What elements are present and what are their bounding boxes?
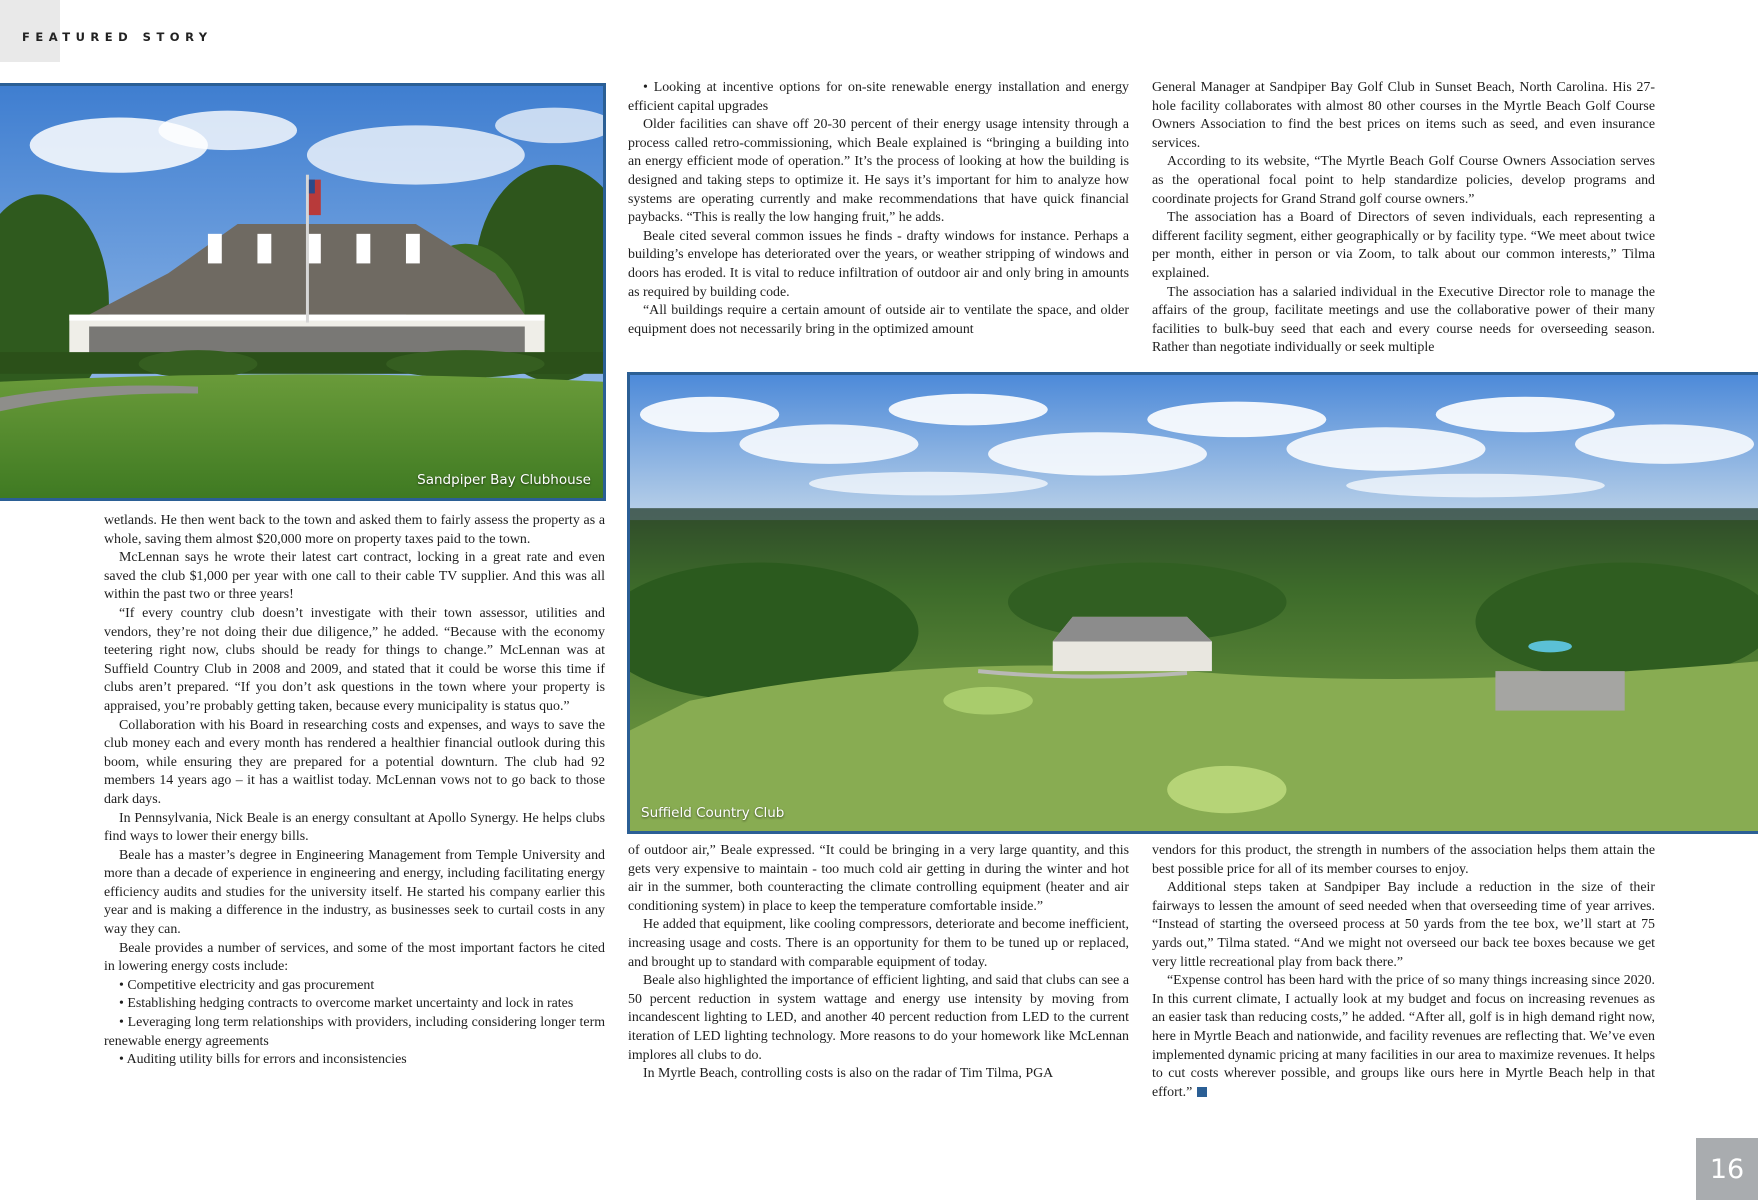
paragraph: Beale also highlighted the importance of efficient lighting, and said that clubs can see a 50 percent reduction in system wattage and energy use intensity by moving from incandescent lighting to LED, and another 40 percent reduction from LED to the current iteration of LED lighting technology. More reasons to do your homework like McLennan implores all clubs to do. bbox=[628, 973, 1129, 1063]
aerial-photo bbox=[627, 372, 1758, 834]
paragraph: According to its website, “The Myrtle Beach Golf Course Owners Association serves as the operational focal point to help standardize policies, develop programs and coordinate projects for Grand Strand golf course owners.” bbox=[1152, 154, 1655, 207]
closing-text: “Expense control has been hard with the price of so many things increasing since 2020. In this current climate, I actually look at my budget and focus on increasing revenues as an easier task than reducing costs,” he added. “After all, golf is in high demand right now, here in Myrtle Beach and nationwide, and facility revenues are reflecting that. We’ve even implemented dynamic pricing at many facilities in our area to maximize revenues. It helps to cut costs wherever possible, and groups like ours here in Myrtle Beach help in that effort.” bbox=[1152, 973, 1655, 1100]
paragraph: Beale has a master’s degree in Engineering Management from Temple University and more than a decade of experience in engineering and energy, including facilitating energy efficiency audits and studies for the university itself. He started his company earlier this year and is making a difference in the industry, as businesses seek to curtail costs in any way they can. bbox=[104, 847, 605, 938]
paragraph: McLennan says he wrote their latest cart contract, locking in a great rate and even saved the club $1,000 per year with one call to their cable TV supplier. And this was all within the past two or three years! bbox=[104, 550, 605, 603]
paragraph: Collaboration with his Board in researching costs and expenses, and ways to save the club money each and every month has rendered a healthier financial outlook during this boom, while ensuring they are prepared for a potential downturn. The club had 92 members 14 years ago – it has a waitlist today. McLennan vows not to go back to those dark days. bbox=[104, 717, 605, 807]
page-number: 16 bbox=[1696, 1138, 1758, 1200]
paragraph: of outdoor air,” Beale expressed. “It could be bringing in a very large quantity, and this gets very expensive to maintain - too much cold air getting in during the winter and hot air in the summer, both counteracting the climate controlling equipment (heater and air conditioning system) in place to keep the temperature comfortable inside.” bbox=[628, 843, 1129, 914]
paragraph bbox=[1152, 972, 1655, 1102]
bullet-item: • Competitive electricity and gas procurement bbox=[119, 977, 375, 993]
aerial-illustration bbox=[630, 375, 1758, 831]
paragraph: “If every country club doesn’t investigate with their town assessor, utilities and vendors, they’re not doing their due diligence,” he added. “Because with the economy teetering right now, clubs should be ready for things to change.” McLennan was at Suffield Country Club in 2008 and 2009, and stated that it could be worse this time if clubs aren’t prepared. “If you don’t ask questions in the town where your property is appraised, you’re probably getting taken, because every municipality is status quo.” bbox=[104, 605, 605, 714]
paragraph: General Manager at Sandpiper Bay Golf Club in Sunset Beach, North Carolina. His 27-hole facility collaborates with almost 80 other courses in the Myrtle Beach Golf Course Owners Association to find the best prices on items such as seed, and even insurance services. bbox=[1152, 80, 1655, 151]
end-mark-icon bbox=[1197, 1087, 1207, 1097]
paragraph: In Myrtle Beach, controlling costs is also on the radar of Tim Tilma, PGA bbox=[643, 1066, 1054, 1082]
paragraph: wetlands. He then went back to the town and asked them to fairly assess the property as a whole, saving them almost $20,000 more on property taxes paid to the town. bbox=[104, 513, 605, 547]
paragraph: The association has a salaried individual in the Executive Director role to manage the affairs of the group, facilitate meetings and use the collaborative power of their many facilities to bulk-buy seed that each and every course needs for overseeding season. Rather than negotiate individually or seek multiple bbox=[1152, 284, 1655, 356]
bullet-item: • Establishing hedging contracts to overcome market uncertainty and lock in rates bbox=[119, 996, 574, 1012]
paragraph: Additional steps taken at Sandpiper Bay include a reduction in the size of their fairways to lessen the amount of seed needed when that overseeding time of year arrives. “Instead of starting the overseed process at 50 yards from the tee box, we’ll start at 75 yards out,” Tilma stated. “And we might not overseed our back tee boxes because we get very little recreational play from back there.” bbox=[1152, 880, 1655, 970]
column-middle-top bbox=[628, 79, 1129, 339]
clubhouse-illustration bbox=[0, 86, 603, 498]
paragraph: Older facilities can shave off 20-30 percent of their energy usage intensity through a process called retro-commissioning, which Beale explained is “bringing a building into an energy efficient mode of operation.” It’s the process of looking at how the building is designed and taking steps to optimize it. He says it’s important for him to analyze how systems are operating currently and make recommendations that have quick financial paybacks. “This is really the low hanging fruit,” he adds. bbox=[628, 117, 1129, 226]
paragraph: Beale cited several common issues he finds - drafty windows for instance. Perhaps a building’s envelope has deteriorated over the years, or weather stripping of windows and doors has eroded. It is vital to reduce infiltration of outdoor air and only bring in amounts as required by building code. bbox=[628, 228, 1129, 300]
column-left-bottom bbox=[104, 512, 605, 1070]
paragraph: He added that equipment, like cooling compressors, deteriorate and become inefficient, increasing usage and costs. There is an opportunity for them to be tuned up or replaced, and brought up to standard with comparable equipment of today. bbox=[628, 917, 1129, 970]
paragraph: vendors for this product, the strength in numbers of the association helps them attain the best possible price for all of its member courses to enjoy. bbox=[1152, 843, 1655, 877]
bullet-item: • Looking at incentive options for on-site renewable energy installation and energy efficient capital upgrades bbox=[628, 80, 1129, 114]
paragraph: The association has a Board of Directors of seven individuals, each representing a different facility segment, either geographically or by facility type. “We meet about twice per month, either in person or via Zoom, to talk about our common interests,” Tilma explained. bbox=[1152, 210, 1655, 281]
column-middle-bottom bbox=[628, 842, 1129, 1084]
clubhouse-photo bbox=[0, 83, 606, 501]
column-right-top bbox=[1152, 79, 1655, 358]
bullet-item: • Auditing utility bills for errors and inconsistencies bbox=[119, 1052, 407, 1068]
section-label: FEATURED STORY bbox=[22, 30, 213, 44]
aerial-caption: Suffield Country Club bbox=[641, 805, 785, 821]
paragraph: Beale provides a number of services, and some of the most important factors he cited in lowering energy costs include: bbox=[104, 940, 605, 975]
paragraph: In Pennsylvania, Nick Beale is an energy consultant at Apollo Synergy. He helps clubs find ways to lower their energy bills. bbox=[104, 810, 605, 845]
bullet-item: • Leveraging long term relationships with providers, including considering longer term renewable energy agreements bbox=[104, 1015, 605, 1049]
paragraph: “All buildings require a certain amount of outside air to ventilate the space, and older equipment does not necessarily bring in the optimized amount bbox=[628, 303, 1129, 337]
clubhouse-caption: Sandpiper Bay Clubhouse bbox=[417, 472, 591, 488]
column-right-bottom bbox=[1152, 842, 1655, 1102]
